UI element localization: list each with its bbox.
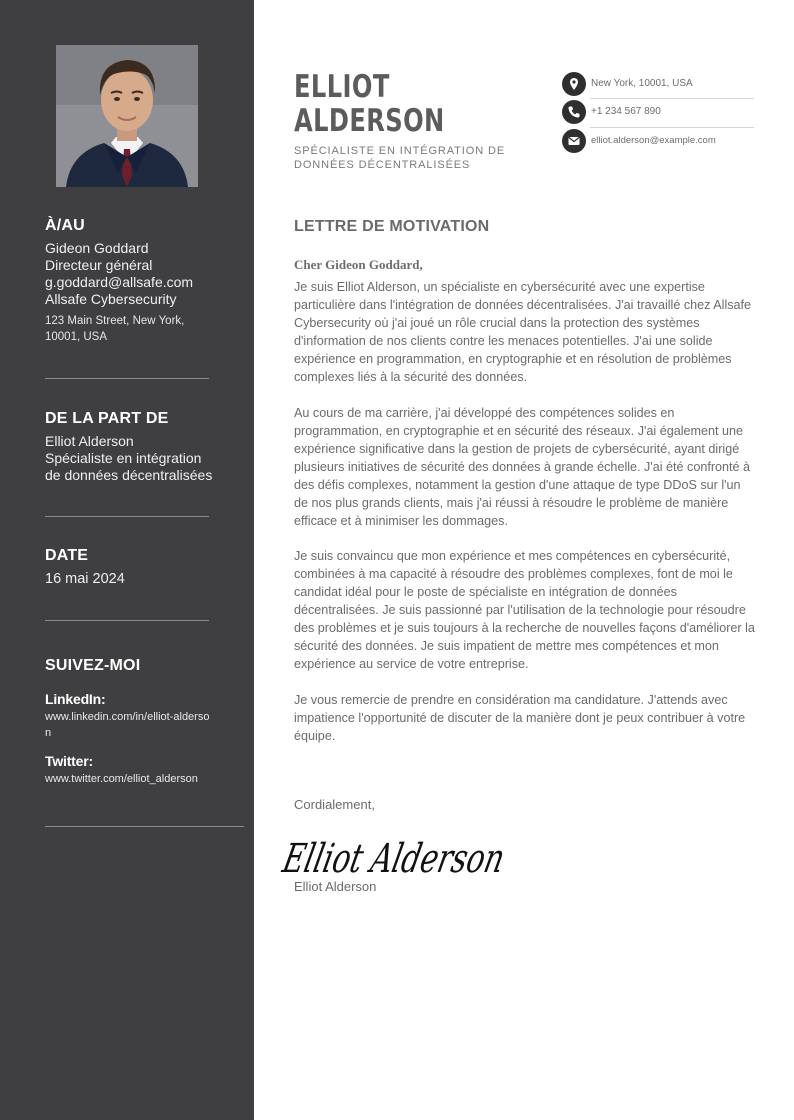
contact-phone-text[interactable]: +1 234 567 890 bbox=[591, 106, 661, 117]
signature-image bbox=[278, 820, 590, 882]
linkedin-link[interactable]: www.linkedin.com/in/elliot-alderson bbox=[45, 711, 210, 739]
sender-name: Elliot Alderson bbox=[45, 433, 134, 449]
profile-photo bbox=[56, 45, 198, 187]
letter-paragraph: Au cours de ma carrière, j'ai développé des compétences solides en programmation, en cryptographie et en sécurité des réseaux. J'ai également une expérience significative dans la gestion de projets de cybersécurité, ayant dirigé plusieurs initiatives de sécurité des données à grande échelle. J'ai été confronté à des défis complexes, notamment la gestion d'une attaque de type DDoS sur l'un de nos plus grands clients, mais j'ai réussi à résoudre le problème de manière efficace et à minimiser les dommages. bbox=[294, 406, 751, 528]
recipient-name: Gideon Goddard bbox=[45, 240, 149, 256]
twitter-label: Twitter: bbox=[45, 753, 93, 769]
divider bbox=[590, 127, 754, 128]
contact-location-text: New York, 10001, USA bbox=[591, 78, 693, 89]
signature-text: Elliot Alderson bbox=[278, 834, 590, 882]
avatar bbox=[56, 45, 198, 187]
divider bbox=[590, 98, 754, 99]
recipient-address-line1: 123 Main Street, New York, bbox=[45, 315, 185, 327]
recipient-section bbox=[45, 217, 215, 345]
date-heading: DATE bbox=[45, 547, 89, 564]
contact-email bbox=[562, 129, 754, 153]
divider bbox=[45, 826, 244, 827]
divider bbox=[45, 620, 209, 621]
follow-heading: SUIVEZ-MOI bbox=[45, 657, 141, 674]
recipient-heading: À/AU bbox=[45, 217, 85, 234]
last-name: ALDERSON bbox=[294, 103, 445, 139]
recipient-email[interactable]: g.goddard@allsafe.com bbox=[45, 274, 194, 290]
follow-section bbox=[45, 657, 215, 787]
contact-email-text[interactable]: elliot.alderson@example.com bbox=[591, 135, 716, 146]
letter-paragraph: Je suis Elliot Alderson, un spécialiste en cybersécurité avec une expertise particulière dans l'intégration de données décentralisées. J'ai travaillé chez Allsafe Cybersecurity où j'ai joué un rôle crucial dans la protection des systèmes d'information de nos clients contre les menaces potentielles. J'ai une solide expérience en programmation, en cryptographie et en résolution de problèmes complexes liés à la sécurité des données. bbox=[294, 280, 752, 384]
sender-role-line1: Spécialiste en intégration bbox=[45, 450, 202, 466]
recipient-title: Directeur général bbox=[45, 257, 153, 273]
page-title bbox=[294, 70, 445, 138]
contact-phone bbox=[562, 100, 754, 124]
location-pin-icon bbox=[562, 72, 586, 96]
phone-icon bbox=[562, 100, 586, 124]
sender-role-line2: de données décentralisées bbox=[45, 467, 213, 483]
closing: Cordialement, bbox=[294, 797, 375, 812]
linkedin-label: LinkedIn: bbox=[45, 691, 106, 707]
email-icon bbox=[562, 129, 586, 153]
letter-paragraph: Je suis convaincu que mon expérience et mes compétences en cybersécurité, combinées à ma capacité à résoudre des problèmes complexes, font de moi le candidat idéal pour le poste de spécialiste en intégration de données décentralisées. Je suis passionné par l'utilisation de la technologie pour résoudre des problèmes et je suis toujours à la recherche de nouvelles façons d'améliorer la sécurité des données. Je suis impatient de mettre mes compétences et mon expérience au service de votre entreprise. bbox=[294, 549, 755, 671]
sender-section bbox=[45, 410, 215, 484]
divider bbox=[45, 378, 209, 379]
first-name: ELLIOT bbox=[294, 69, 390, 105]
recipient-address-line2: 10001, USA bbox=[45, 331, 108, 343]
job-subtitle: SPÉCIALISTE EN INTÉGRATION DE DONNÉES DÉCENTRALISÉES bbox=[294, 145, 506, 171]
signer-name: Elliot Alderson bbox=[294, 879, 377, 894]
letter-title: LETTRE DE MOTIVATION bbox=[294, 218, 490, 235]
greeting: Cher Gideon Goddard, bbox=[294, 257, 423, 272]
contact-location bbox=[562, 72, 754, 96]
sender-heading: DE LA PART DE bbox=[45, 410, 169, 427]
divider bbox=[45, 516, 209, 517]
letter-paragraph: Je vous remercie de prendre en considération ma candidature. J'attends avec impatience l'opportunité de discuter de la manière dont je peux contribuer à votre équipe. bbox=[294, 693, 746, 743]
date-value: 16 mai 2024 bbox=[45, 571, 125, 587]
date-section bbox=[45, 547, 215, 588]
twitter-link[interactable]: www.twitter.com/elliot_alderson bbox=[45, 773, 198, 785]
recipient-company: Allsafe Cybersecurity bbox=[45, 291, 177, 307]
sidebar bbox=[0, 0, 254, 1120]
